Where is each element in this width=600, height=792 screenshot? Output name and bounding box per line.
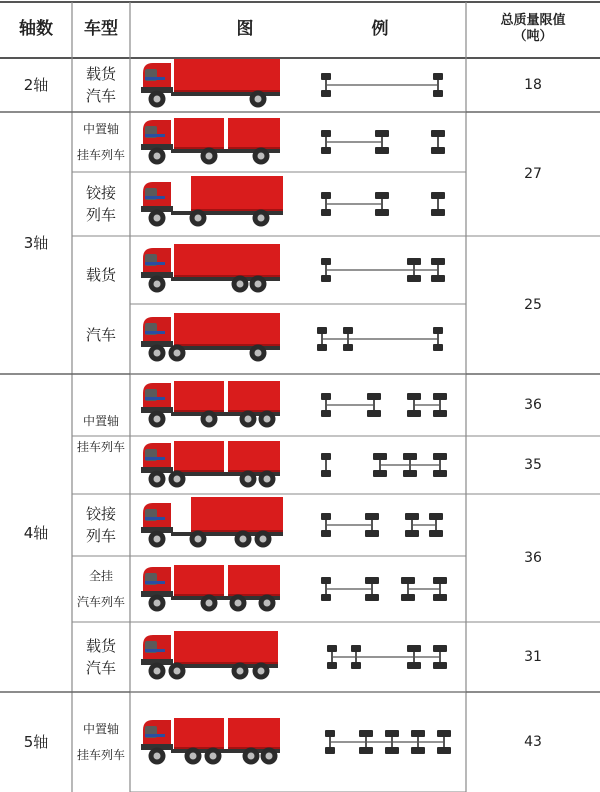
axle-tire [401, 577, 415, 584]
vehicle-type-line2: 汽车 [85, 87, 116, 105]
axle-schematic [321, 453, 447, 477]
vehicle-type-line1: 中置轴 [82, 721, 119, 736]
axle-schematic [321, 393, 447, 417]
truck-illustration [141, 497, 283, 548]
axle-tire [407, 662, 421, 669]
axle-shaft [325, 520, 327, 530]
cargo-box [228, 718, 280, 750]
axle-tire [431, 147, 445, 154]
axle-shaft [437, 265, 439, 275]
wheel-hub [206, 416, 213, 423]
wheel-hub [154, 416, 161, 423]
truck-illustration [141, 118, 280, 165]
axle-tire [351, 645, 361, 652]
wheel-hub [258, 153, 265, 160]
truck-illustration [141, 631, 278, 680]
wheel-hub [154, 476, 161, 483]
axle-tire [407, 393, 421, 400]
axle-tire [429, 513, 443, 520]
cargo-box [174, 313, 280, 347]
truck-illustration [141, 441, 280, 488]
axle-shaft [331, 652, 333, 662]
wheel-hub [258, 215, 265, 222]
wheel-hub [235, 600, 242, 607]
axle-shaft [435, 520, 437, 530]
axle-tire [321, 192, 331, 199]
axle-shaft [325, 199, 327, 209]
axle-shaft [379, 460, 381, 470]
axle-tire [325, 747, 335, 754]
axle-shaft [365, 737, 367, 747]
axle-tire [317, 344, 327, 351]
axle-tire [321, 209, 331, 216]
axle-tire [343, 327, 353, 334]
truck-illustration [141, 176, 283, 227]
axle-shaft [413, 652, 415, 662]
axle-shaft [409, 460, 411, 470]
axle-tire [367, 410, 381, 417]
axle-shaft [325, 584, 327, 594]
axle-tire [437, 730, 451, 737]
vehicle-type-line2: 挂车列车 [76, 440, 125, 454]
axle-shaft [381, 137, 383, 147]
axle-tire [431, 192, 445, 199]
axle-shaft [411, 520, 413, 530]
wheel-hub [206, 153, 213, 160]
axle-tire [321, 453, 331, 460]
axle-tire [375, 147, 389, 154]
axle-tire [433, 645, 447, 652]
vehicle-type-label [72, 236, 130, 374]
wheel-hub [154, 96, 161, 103]
vehicle-type-line1: 中置轴 [82, 413, 119, 428]
cargo-box [228, 565, 280, 597]
vehicle-type-line1: 载货 [85, 636, 116, 655]
header-axles: 轴数 [19, 18, 53, 39]
weight-value: 31 [524, 648, 542, 665]
axle-schematic [321, 130, 445, 154]
wheel-hub [174, 350, 181, 357]
wheel-hub [206, 600, 213, 607]
axle-tire [407, 275, 421, 282]
vehicle-type-label [72, 58, 130, 112]
axle-tire [385, 747, 399, 754]
axle-shaft [325, 265, 327, 275]
axle-tire [433, 73, 443, 80]
axle-tire [375, 130, 389, 137]
wheel-hub [190, 753, 197, 760]
wheel-hub [255, 96, 262, 103]
wheel-hub [195, 536, 202, 543]
cab-stripe [145, 397, 165, 400]
wheel-hub [154, 281, 161, 288]
vehicle-type-label [72, 374, 130, 494]
axle-tire [433, 344, 443, 351]
vehicle-type-label [72, 556, 130, 622]
vehicle-type-line1: 全挂 [88, 568, 113, 583]
cargo-box [174, 381, 224, 413]
axle-tire [407, 258, 421, 265]
vehicle-type-line2: 列车 [85, 206, 116, 224]
weight-value: 36 [524, 396, 542, 413]
truck-illustration [141, 313, 280, 362]
vehicle-type-label [72, 692, 130, 792]
cab-stripe [145, 262, 165, 265]
truck-illustration [141, 565, 280, 612]
vehicle-type-label [72, 494, 130, 556]
cargo-box [228, 381, 280, 413]
wheel-hub [245, 416, 252, 423]
axle-shaft [329, 737, 331, 747]
vehicle-type-line1: 铰接 [85, 183, 116, 202]
vehicle-type-line2: 汽车 [85, 326, 116, 344]
axle-tire [433, 393, 447, 400]
cab-stripe [145, 581, 165, 584]
cab-stripe [145, 649, 165, 652]
axle-tire [403, 453, 417, 460]
wheel-hub [154, 600, 161, 607]
axle-shaft [325, 137, 327, 147]
axle-tire [321, 594, 331, 601]
axle-shaft [371, 520, 373, 530]
axle-tire [373, 470, 387, 477]
axle-tire [321, 393, 331, 400]
axle-tire [431, 258, 445, 265]
axle-shaft [443, 737, 445, 747]
axle-shaft [371, 584, 373, 594]
axle-shaft [439, 652, 441, 662]
wheel-hub [264, 600, 271, 607]
axle-shaft [439, 400, 441, 410]
axle-tire [367, 393, 381, 400]
axle-tire [407, 645, 421, 652]
axle-tire [433, 470, 447, 477]
wheel-hub [174, 476, 181, 483]
axle-tire [321, 470, 331, 477]
axle-shaft [407, 584, 409, 594]
axle-tire [321, 275, 331, 282]
axle-shaft [413, 265, 415, 275]
axle-tire [431, 275, 445, 282]
wheel-hub [245, 476, 252, 483]
axle-tire [365, 594, 379, 601]
axle-schematic [321, 258, 445, 282]
vehicle-type-label [72, 622, 130, 692]
axle-tire [437, 747, 451, 754]
vehicle-type-line2: 挂车列车 [76, 148, 125, 162]
axle-shaft [417, 737, 419, 747]
axle-tire [325, 730, 335, 737]
cab-stripe [145, 457, 165, 460]
wheel-hub [258, 668, 265, 675]
axle-tire [321, 130, 331, 137]
axle-shaft [325, 80, 327, 90]
axle-group-3: 3轴 [23, 233, 49, 252]
cargo-box [228, 118, 280, 150]
axle-tire [385, 730, 399, 737]
axle-tire [373, 453, 387, 460]
axle-tire [317, 327, 327, 334]
wheel-hub [174, 668, 181, 675]
axle-shaft [437, 199, 439, 209]
axle-tire [401, 594, 415, 601]
axle-shaft [355, 652, 357, 662]
wheel-hub [210, 753, 217, 760]
wheel-hub [154, 668, 161, 675]
cab-stripe [145, 77, 165, 80]
wheel-hub [237, 668, 244, 675]
axle-tire [375, 192, 389, 199]
truck-illustration [141, 718, 280, 765]
axle-shaft [381, 199, 383, 209]
wheel-hub [248, 753, 255, 760]
wheel-hub [237, 281, 244, 288]
vehicle-type-label [72, 172, 130, 236]
vehicle-type-line2: 汽车列车 [76, 595, 125, 609]
axle-tire [365, 513, 379, 520]
axle-tire [321, 513, 331, 520]
axle-tire [327, 645, 337, 652]
wheel-hub [264, 476, 271, 483]
axle-tire [433, 90, 443, 97]
axle-tire [321, 410, 331, 417]
axle-tire [433, 662, 447, 669]
header-diagram-right: 例 [371, 18, 389, 39]
wheel-hub [255, 281, 262, 288]
weight-value: 36 [524, 549, 542, 566]
axle-shaft [373, 400, 375, 410]
wheel-hub [240, 536, 247, 543]
axle-shaft [439, 460, 441, 470]
cargo-box [174, 565, 224, 597]
axle-schematic [321, 192, 445, 216]
cargo-box [174, 118, 224, 150]
header-diagram-left: 图 [236, 18, 254, 39]
axle-tire [433, 410, 447, 417]
axle-tire [433, 594, 447, 601]
vehicle-type-label [72, 112, 130, 172]
cargo-box [174, 718, 224, 750]
wheel-hub [154, 536, 161, 543]
axle-schematic [327, 645, 447, 669]
vehicle-type-line2: 汽车 [85, 659, 116, 677]
wheel-hub [260, 536, 267, 543]
axle-tire [321, 258, 331, 265]
wheel-hub [266, 753, 273, 760]
axle-tire [359, 730, 373, 737]
vehicle-type-line2: 列车 [85, 527, 116, 545]
cab-stripe [145, 134, 165, 137]
wheel-hub [195, 215, 202, 222]
axle-tire [431, 209, 445, 216]
header-weight-unit: （吨） [513, 29, 553, 44]
axle-tire [321, 530, 331, 537]
header-weight [466, 4, 600, 54]
axle-tire [411, 730, 425, 737]
truck-illustration [141, 381, 280, 428]
weight-value: 35 [524, 456, 542, 473]
cab-stripe [145, 517, 165, 520]
axle-schematic [321, 73, 443, 97]
axle-tire [351, 662, 361, 669]
axle-tire [321, 90, 331, 97]
wheel-hub [154, 215, 161, 222]
axle-tire [429, 530, 443, 537]
cargo-box [174, 631, 278, 665]
axle-shaft [321, 334, 323, 344]
cargo-box [228, 441, 280, 473]
vehicle-type-line1: 铰接 [85, 504, 116, 523]
weight-value: 18 [524, 76, 542, 93]
axle-tire [365, 530, 379, 537]
cargo-box [174, 441, 224, 473]
weight-value: 25 [524, 296, 542, 313]
wheel-hub [264, 416, 271, 423]
axle-tire [403, 470, 417, 477]
axle-tire [327, 662, 337, 669]
vehicle-type-line1: 载货 [85, 64, 116, 83]
axle-tire [405, 530, 419, 537]
wheel-hub [154, 350, 161, 357]
axle-tire [433, 327, 443, 334]
axle-schematic [317, 327, 443, 351]
axle-tire [433, 453, 447, 460]
axle-schematic [325, 730, 451, 754]
vehicle-type-line2: 挂车列车 [76, 748, 125, 762]
axle-shaft [325, 400, 327, 410]
axle-tire [431, 130, 445, 137]
axle-tire [321, 147, 331, 154]
axle-group-5: 5轴 [23, 732, 49, 751]
axle-shaft [325, 460, 327, 470]
cargo-box [174, 59, 280, 93]
axle-schematic [321, 513, 443, 537]
cargo-box [191, 497, 283, 533]
axle-shaft [391, 737, 393, 747]
axle-schematic [321, 577, 447, 601]
axle-group-4: 4轴 [23, 523, 49, 542]
truck-illustration [141, 244, 280, 293]
axle-group-2: 2轴 [23, 75, 49, 94]
cargo-box [174, 244, 280, 278]
vehicle-type-line1: 载货 [85, 265, 116, 284]
wheel-hub [154, 153, 161, 160]
cab-stripe [145, 196, 165, 199]
axle-shaft [413, 400, 415, 410]
cab-stripe [145, 331, 165, 334]
axle-tire [407, 410, 421, 417]
axle-tire [321, 577, 331, 584]
wheel-hub [255, 350, 262, 357]
wheel-hub [154, 753, 161, 760]
axle-tire [365, 577, 379, 584]
weight-value: 43 [524, 733, 542, 750]
axle-tire [411, 747, 425, 754]
axle-shaft [437, 334, 439, 344]
axle-shaft [439, 584, 441, 594]
weight-value: 27 [524, 165, 542, 182]
axle-tire [343, 344, 353, 351]
axle-shaft [347, 334, 349, 344]
axle-tire [405, 513, 419, 520]
header-type: 车型 [84, 18, 118, 39]
axle-tire [359, 747, 373, 754]
cargo-box [191, 176, 283, 212]
vehicle-type-line1: 中置轴 [82, 121, 119, 136]
truck-illustration [141, 59, 280, 108]
cab-stripe [145, 734, 165, 737]
axle-shaft [437, 80, 439, 90]
axle-tire [375, 209, 389, 216]
axle-tire [433, 577, 447, 584]
axle-shaft [437, 137, 439, 147]
header-weight-title: 总质量限值 [500, 13, 566, 29]
axle-tire [321, 73, 331, 80]
